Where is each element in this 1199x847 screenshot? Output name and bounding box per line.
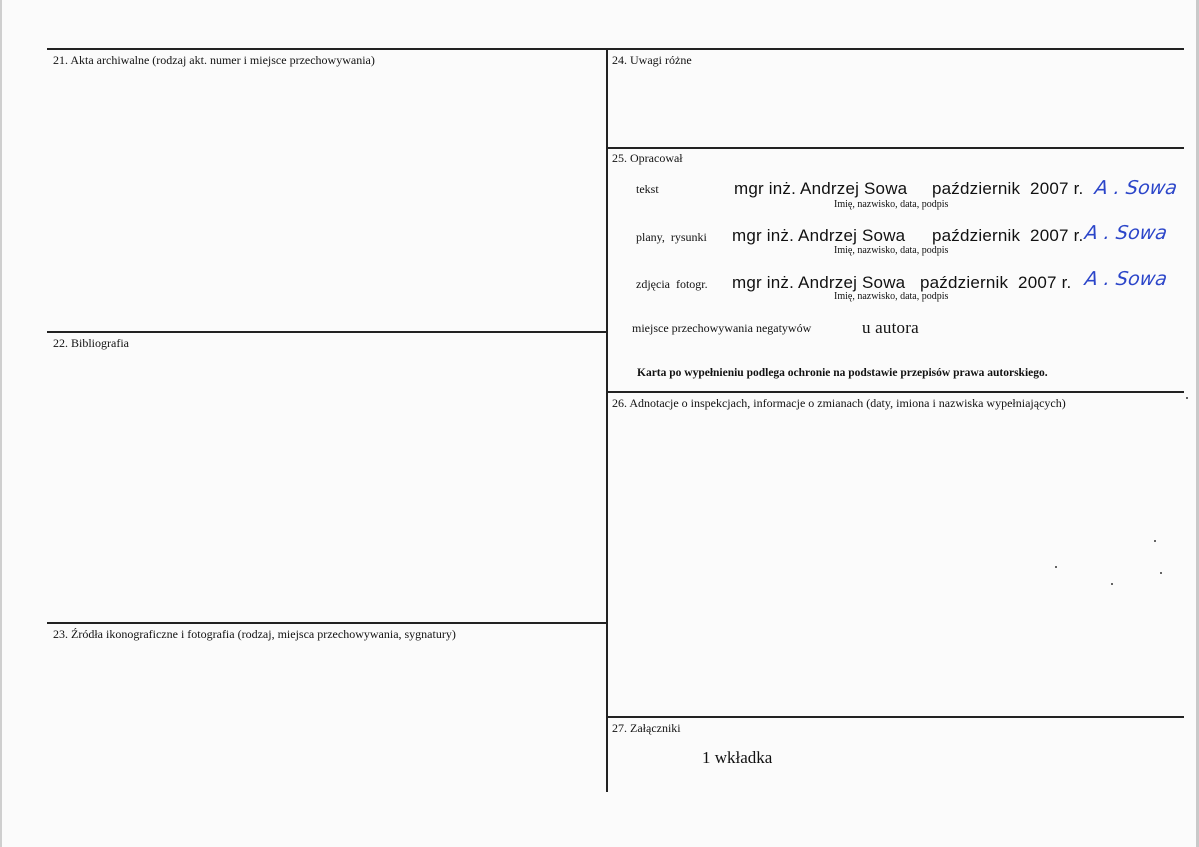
top-rule xyxy=(47,48,1184,50)
author-row-text-label: tekst xyxy=(636,182,659,196)
author-row-text-name: mgr inż. Andrzej Sowa xyxy=(734,179,908,198)
author-row-plans-label: plany, rysunki xyxy=(636,230,707,244)
scan-speck xyxy=(1055,566,1057,568)
negatives-value: u autora xyxy=(862,318,919,337)
author-row-plans-caption: Imię, nazwisko, data, podpis xyxy=(834,245,949,256)
rule-26 xyxy=(606,391,1184,393)
author-row-photos-caption: Imię, nazwisko, data, podpis xyxy=(834,291,949,302)
author-row-text-signature: A . Sowa xyxy=(1093,177,1179,199)
author-row-text-caption: Imię, nazwisko, data, podpis xyxy=(834,199,949,210)
scan-speck xyxy=(1160,572,1162,574)
scan-speck xyxy=(1186,397,1188,399)
section-22-heading: 22. Bibliografia xyxy=(53,336,129,350)
rule-22 xyxy=(47,331,607,333)
attachments-value: 1 wkładka xyxy=(702,748,773,767)
section-27-heading: 27. Załączniki xyxy=(612,721,681,735)
author-row-plans-signature: A . Sowa xyxy=(1083,222,1169,244)
section-26-heading: 26. Adnotacje o inspekcjach, informacje o zmianach (daty, imiona i nazwiska wypełniających) xyxy=(612,396,1066,410)
author-row-photos-label: zdjęcia fotogr. xyxy=(636,277,708,291)
section-23-heading: 23. Źródła ikonograficzne i fotografia (rodzaj, miejsca przechowywania, sygnatury) xyxy=(53,627,456,641)
rule-25 xyxy=(606,147,1184,149)
rule-23 xyxy=(47,622,607,624)
section-21-heading: 21. Akta archiwalne (rodzaj akt. numer i miejsce przechowywania) xyxy=(53,53,375,67)
scan-speck xyxy=(1154,540,1156,542)
author-row-text-date: październik 2007 r. xyxy=(932,179,1084,198)
section-25-heading: 25. Opracował xyxy=(612,151,683,165)
negatives-label: miejsce przechowywania negatywów xyxy=(632,321,812,335)
author-row-photos-name: mgr inż. Andrzej Sowa xyxy=(732,273,906,292)
author-row-plans-name: mgr inż. Andrzej Sowa xyxy=(732,226,906,245)
author-row-plans-date: październik 2007 r. xyxy=(932,226,1084,245)
copyright-note: Karta po wypełnieniu podlega ochronie na podstawie przepisów prawa autorskiego. xyxy=(637,367,1048,379)
author-row-photos-signature: A . Sowa xyxy=(1083,268,1169,290)
section-24-heading: 24. Uwagi różne xyxy=(612,53,692,67)
author-row-photos-date: październik 2007 r. xyxy=(920,273,1072,292)
center-divider xyxy=(606,48,608,792)
rule-27 xyxy=(606,716,1184,718)
scan-speck xyxy=(1111,583,1113,585)
